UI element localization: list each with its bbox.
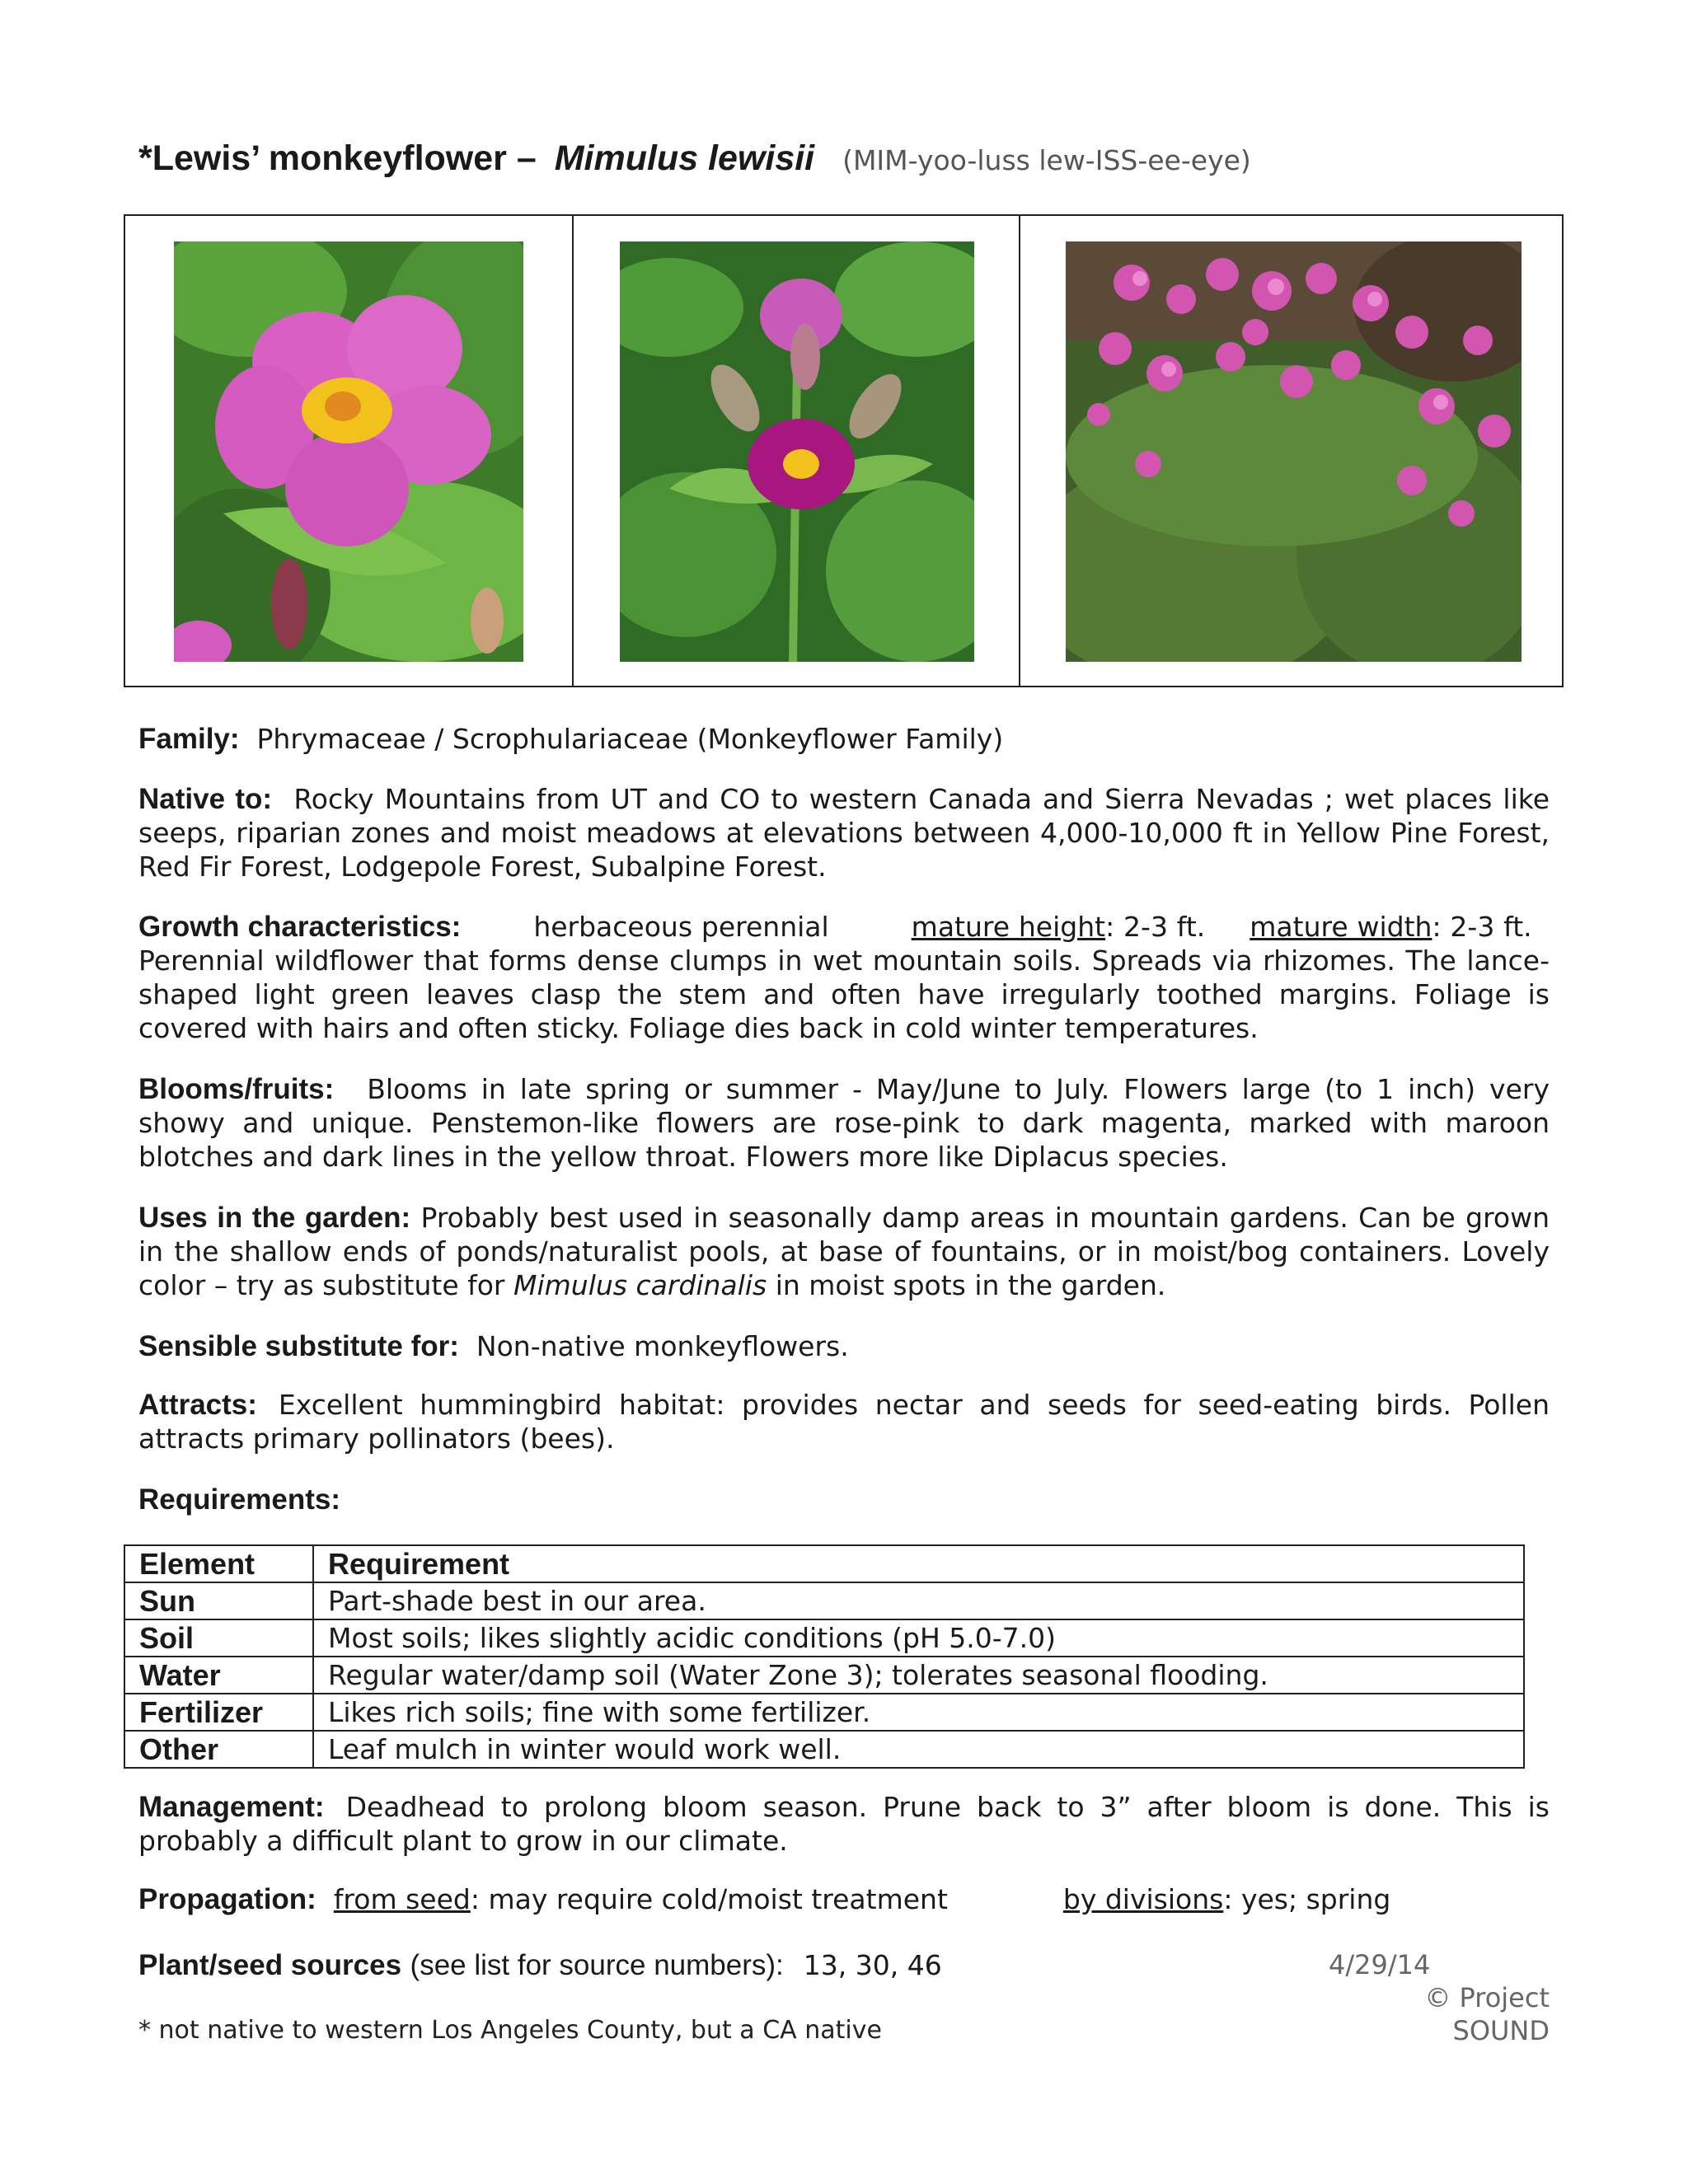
mature-height-label: mature height — [911, 911, 1106, 943]
management-text: Deadhead to prolong bloom season. Prune back to 3” after bloom is done. This is probably a difficult plant to grow in our climate. — [138, 1791, 1550, 1857]
header-requirement: Requirement — [313, 1545, 1524, 1582]
row-requirement: Leaf mulch in winter would work well. — [313, 1731, 1524, 1768]
from-seed-text: : may require cold/moist treatment — [470, 1883, 948, 1915]
photo-plant-stem — [620, 241, 974, 662]
from-seed-label: from seed — [333, 1883, 471, 1915]
substitute-text: Non-native monkeyflowers. — [476, 1330, 849, 1362]
blooms-text: Blooms in late spring or summer - May/June to July. Flowers large (to 1 inch) very showy and unique. Penstemon-like flowers are rose-pink to dark magenta, marked with maroon blotches and dark lines in the yellow throat. Flowers more like Diplacus species. — [138, 1073, 1550, 1173]
table-row — [124, 1657, 1524, 1694]
row-requirement: Regular water/damp soil (Water Zone 3); tolerates seasonal flooding. — [313, 1657, 1524, 1694]
row-element: Other — [124, 1731, 313, 1768]
revision-date: 4/29/14 — [1329, 1949, 1431, 1980]
uses-text-after: in moist spots in the garden. — [775, 1269, 1166, 1301]
row-requirement: Likes rich soils; fine with some fertilizer. — [313, 1694, 1524, 1731]
requirements-table — [124, 1544, 1525, 1769]
table-row — [124, 1582, 1524, 1619]
uses-text: Probably best used in seasonally damp areas in mountain gardens. Can be grown in the shallow ends of ponds/naturalist pools, at base of fountains, or in moist/bog containers. Lovely color – try as substitute for — [138, 1202, 1550, 1301]
header-element: Element — [124, 1545, 313, 1582]
requirements-label: Requirements: — [138, 1483, 341, 1516]
title-dash: – — [516, 138, 537, 178]
native-text: Rocky Mountains from UT and CO to western Canada and Sierra Nevadas ; wet places like seeps, riparian zones and moist meadows at elevations between 4,000-10,000 ft in Yellow Pine Forest, Red Fir Forest, Lodgepole Forest, Subalpine Forest. — [138, 783, 1550, 883]
growth-text: Perennial wildflower that forms dense clumps in wet mountain soils. Spreads via rhizomes. The lance-shaped light green leaves clasp the stem and often have irregularly toothed margins. Foliage is covered with hairs and often sticky. Foliage dies back in cold winter temperatures. — [138, 944, 1550, 1044]
sources-section — [138, 1948, 1292, 1982]
mature-height-value: : 2-3 ft. — [1105, 911, 1206, 943]
growth-label: Growth characteristics: — [138, 911, 462, 943]
uses-label: Uses in the garden: — [138, 1202, 411, 1234]
requirements-heading — [138, 1483, 1550, 1516]
family-text: Phrymaceae / Scrophulariaceae (Monkeyflower Family) — [256, 723, 1004, 755]
row-element: Soil — [124, 1619, 313, 1657]
by-divisions-text: : yes; spring — [1223, 1883, 1391, 1915]
mature-width-label: mature width — [1250, 911, 1432, 943]
photo-cell-3 — [1020, 216, 1562, 686]
common-name: *Lewis’ monkeyflower — [138, 138, 507, 178]
footnote: * not native to western Los Angeles County, but a CA native — [138, 2016, 882, 2045]
management-label: Management: — [138, 1791, 325, 1823]
row-element: Fertilizer — [124, 1694, 313, 1731]
native-section — [138, 782, 1550, 883]
family-label: Family: — [138, 723, 240, 755]
table-header-row — [124, 1545, 1524, 1582]
uses-italic-species: Mimulus cardinalis — [513, 1269, 767, 1301]
attracts-section — [138, 1388, 1550, 1455]
row-requirement: Most soils; likes slightly acidic conditions (pH 5.0-7.0) — [313, 1619, 1524, 1657]
table-row — [124, 1731, 1524, 1768]
propagation-label: Propagation: — [138, 1883, 316, 1915]
growth-habit: herbaceous perennial — [533, 911, 829, 943]
by-divisions-label: by divisions — [1062, 1883, 1224, 1915]
attracts-label: Attracts: — [138, 1389, 257, 1421]
photo-strip — [124, 214, 1564, 687]
table-row — [124, 1694, 1524, 1731]
photo-cell-2 — [574, 216, 1020, 686]
date-copyright-block — [1329, 1948, 1550, 2047]
blooms-section — [138, 1072, 1550, 1174]
page-title — [138, 138, 1251, 179]
management-section — [138, 1790, 1550, 1858]
pronunciation: (MIM-yoo-luss lew-ISS-ee-eye) — [842, 144, 1251, 176]
substitute-section — [138, 1329, 1550, 1363]
table-row — [124, 1619, 1524, 1657]
blooms-label: Blooms/fruits: — [138, 1073, 335, 1105]
photo-flower-patch — [1066, 241, 1522, 662]
mature-width-value: : 2-3 ft. — [1432, 911, 1532, 943]
row-element: Sun — [124, 1582, 313, 1619]
photo-flower-closeup — [174, 241, 523, 662]
photo-cell-1 — [125, 216, 574, 686]
growth-section — [138, 910, 1550, 1045]
copyright: © Project SOUND — [1424, 1982, 1550, 2046]
uses-section — [138, 1201, 1550, 1302]
scientific-name: Mimulus lewisii — [554, 138, 815, 178]
sources-note: (see list for source numbers): — [410, 1949, 784, 1981]
attracts-text: Excellent hummingbird habitat: provides nectar and seeds for seed-eating birds. Pollen attracts primary pollinators (bees). — [138, 1389, 1550, 1455]
row-element: Water — [124, 1657, 313, 1694]
family-section — [138, 722, 1550, 756]
propagation-section — [138, 1882, 1550, 1916]
substitute-label: Sensible substitute for: — [138, 1330, 459, 1362]
sources-label: Plant/seed sources — [138, 1949, 402, 1981]
row-requirement: Part-shade best in our area. — [313, 1582, 1524, 1619]
sources-numbers: 13, 30, 46 — [803, 1949, 942, 1981]
native-label: Native to: — [138, 783, 273, 815]
